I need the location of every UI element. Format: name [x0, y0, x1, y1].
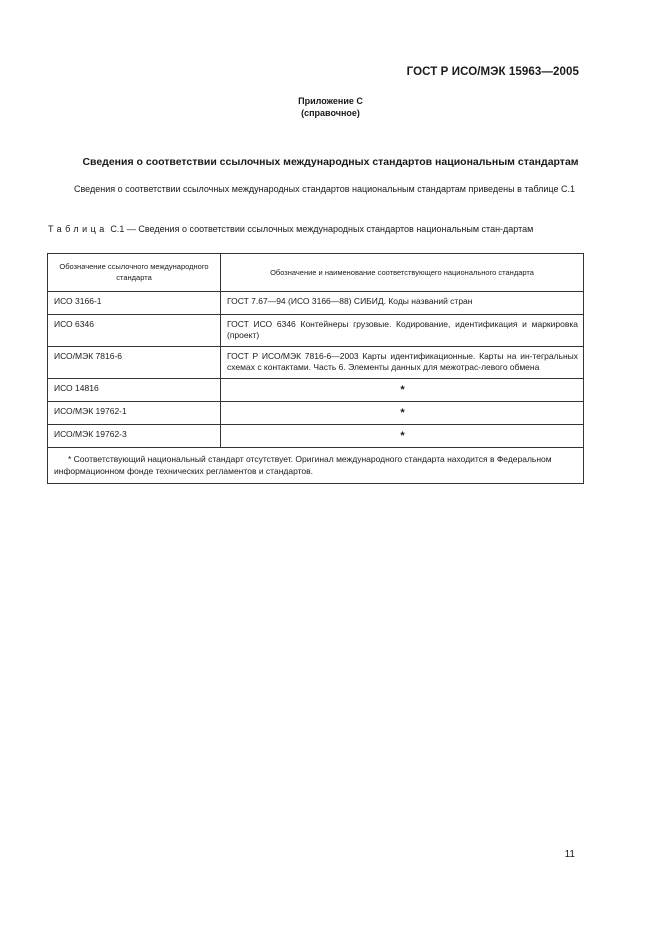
table-footnote-row: [48, 448, 584, 484]
ref-cell: ИСО 6346: [48, 315, 221, 347]
table-row: [48, 315, 584, 347]
table-row: [48, 347, 584, 379]
ref-cell: ИСО 3166-1: [48, 292, 221, 315]
annex-heading: [0, 95, 661, 119]
footnote-text: * Соответствующий национальный стандарт отсутствует. Оригинал международного стандарта находится в Федеральном информационном фонде технических регламентов и стандартов.: [54, 454, 552, 476]
table-row: [48, 292, 584, 315]
page-number: 11: [564, 849, 575, 860]
ref-cell: ИСО/МЭК 19762-3: [48, 425, 221, 448]
asterisk-cell: *: [221, 379, 584, 402]
table-row: [48, 402, 584, 425]
asterisk-cell: *: [221, 402, 584, 425]
ref-cell: ИСО/МЭК 19762-1: [48, 402, 221, 425]
intro-paragraph: Сведения о соответствии ссылочных международных стандартов национальным стандартам приведены в таблице С.1: [74, 184, 575, 194]
section-title: Сведения о соответствии ссылочных международных стандартов национальным стандартам: [82, 156, 579, 168]
asterisk-cell: *: [221, 425, 584, 448]
national-cell: ГОСТ ИСО 6346 Контейнеры грузовые. Кодирование, идентификация и маркировка (проект): [221, 315, 584, 347]
table-caption-text: — Сведения о соответствии ссылочных международных стандартов национальным стан-дартам: [126, 224, 534, 234]
ref-cell: ИСО/МЭК 7816-6: [48, 347, 221, 379]
annex-title: Приложение С: [298, 96, 363, 106]
table-row: [48, 379, 584, 402]
header-ref-standard: Обозначение ссылочного международного стандарта: [48, 254, 221, 292]
standards-table: [47, 253, 584, 484]
header-national-standard: Обозначение и наименование соответствующего национального стандарта: [221, 254, 584, 292]
national-cell: ГОСТ Р ИСО/МЭК 7816-6—2003 Карты идентификационные. Карты на ин-тегральных схемах с контактами. Часть 6. Элементы данных для межотрас-левого обмена: [221, 347, 584, 379]
document-header: ГОСТ Р ИСО/МЭК 15963—2005: [406, 66, 579, 78]
table-caption-number: С.1: [110, 224, 125, 234]
annex-status: (справочное): [301, 108, 360, 118]
table-row: [48, 425, 584, 448]
table-header-row: [48, 254, 584, 292]
table-footnote: [48, 448, 584, 484]
ref-cell: ИСО 14816: [48, 379, 221, 402]
table-caption-label: Таблица: [48, 224, 108, 234]
table-caption: [48, 223, 582, 235]
national-cell: ГОСТ 7.67—94 (ИСО 3166—88) СИБИД. Коды названий стран: [221, 292, 584, 315]
